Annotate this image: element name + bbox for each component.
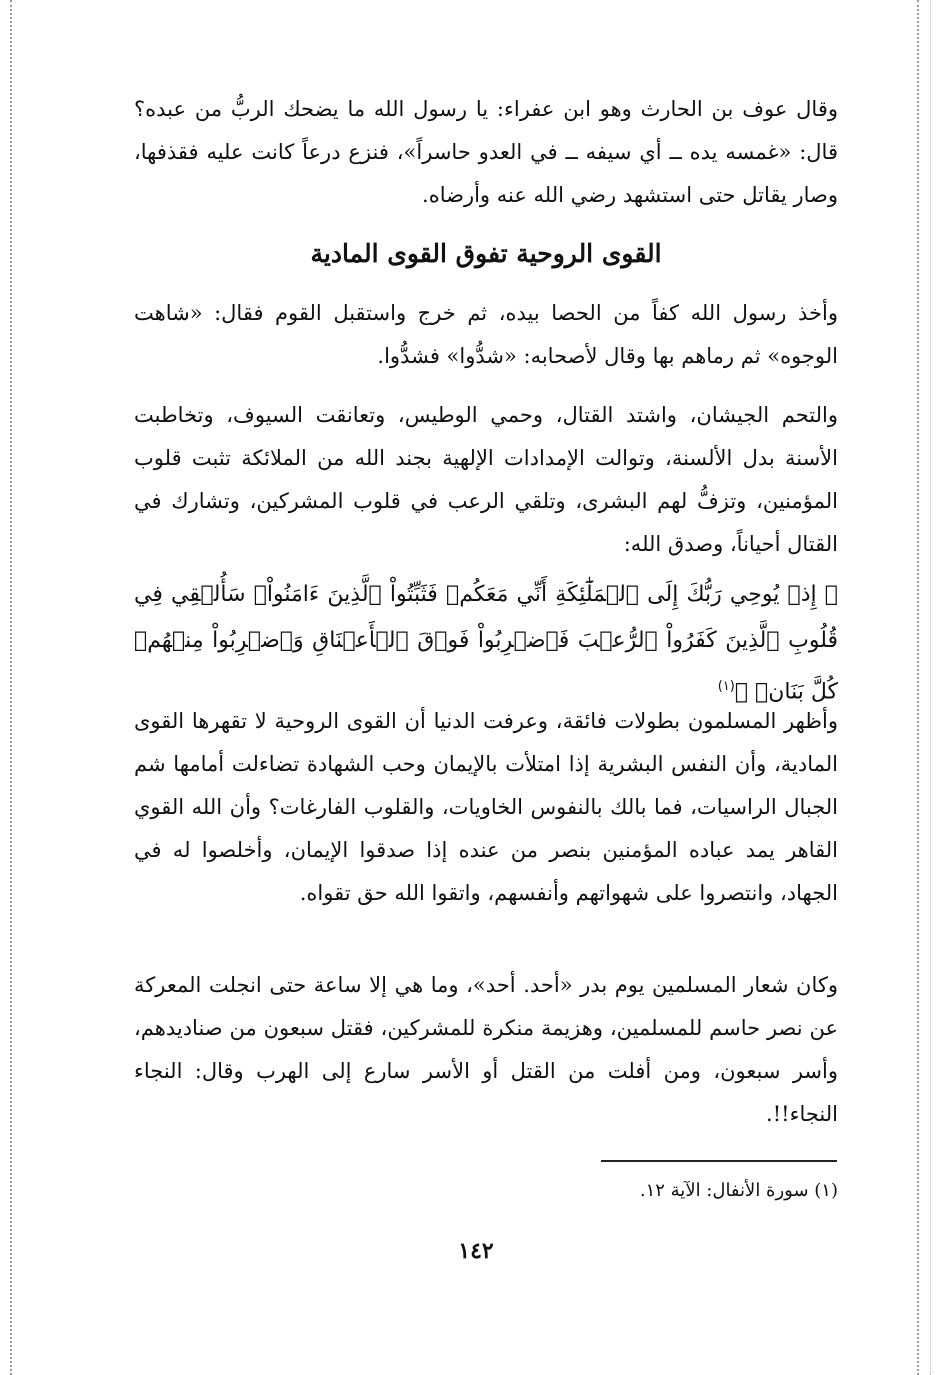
paragraph-muslims-text: وأظهر المسلمون بطولات فائقة، وعرفت الدنيا أن القوى الروحية لا تقهرها القوى المادية، وأن النفس البشرية إذا امتلأت بالإيمان وحب الشهادة تضاءلت أمامها شم الجبال الراسيات، فما بالك بالنفوس الخاويات، والقلوب الفارغات؟ وأن الله القوي القاهر يمد عباده المؤمنين بنصر من عنده إذا صدقوا الإيمان، وأخلصوا له في الجهاد، وانتصروا على شهواتهم وأنفسهم، واتقوا الله حق تقواه. bbox=[134, 709, 838, 905]
paragraph-clash-text: والتحم الجيشان، واشتد القتال، وحمي الوطيس، وتعانقت السيوف، وتخاطبت الأسنة بدل الألسنة، وتوالت الإمدادات الإلهية بجند الله من الملائكة تثبت قلوب المؤمنين، وتزفُّ لهم البشرى، وتلقي الرعب في قلوب المشركين، وتشارك في القتال أحياناً، وصدق الله: bbox=[134, 403, 838, 556]
scan-edge-right bbox=[917, 0, 919, 1375]
scan-edge-left bbox=[10, 0, 12, 1375]
quran-verse-text: ﴿ إِذۡ يُوحِي رَبُّكَ إِلَى ٱلۡمَلَٰٓئِكَةِ أَنِّي مَعَكُمۡ فَثَبِّتُواْ ٱلَّذِينَ ءَامَنُواْۚ سَأُلۡقِي فِي قُلُوبِ ٱلَّذِينَ كَفَرُواْ ٱلرُّعۡبَ فَٱضۡرِبُواْ فَوۡقَ ٱلۡأَعۡنَاقِ وَٱضۡرِبُواْ مِنۡهُمۡ كُلَّ بَنَانٖ ﴾ bbox=[134, 582, 838, 705]
footnote: (١) سورة الأنفال: الآية ١٢. bbox=[639, 1180, 838, 1201]
paragraph-slogan bbox=[134, 964, 838, 1136]
page-number: ١٤٢ bbox=[458, 1238, 494, 1264]
paragraph-clash bbox=[134, 394, 838, 566]
paragraph-muslims bbox=[134, 700, 838, 915]
paragraph-slogan-text: وكان شعار المسلمين يوم بدر «أحد. أحد»، وما هي إلا ساعة حتى انجلت المعركة عن نصر حاسم للمسلمين، وهزيمة منكرة للمشركين، فقتل سبعون من صناديدهم، وأسر سبعون، ومن أفلت من القتل أو الأسر سارع إلى الهرب وقال: النجاء النجاء!!. bbox=[134, 973, 838, 1126]
paragraph-handful bbox=[134, 292, 838, 378]
paragraph-handful-text: وأخذ رسول الله كفاً من الحصا بيده، ثم خرج واستقبل القوم فقال: «شاهت الوجوه» ثم رماهم بها وقال لأصحابه: «شدُّوا» فشدُّوا. bbox=[134, 301, 838, 368]
paragraph-auf bbox=[134, 88, 838, 217]
paragraph-auf-text: وقال عوف بن الحارث وهو ابن عفراء: يا رسول الله ما يضحك الربُّ من عبده؟ قال: «غمسه يده ــ أي سيفه ــ في العدو حاسراً»، فنزع درعاً كانت عليه فقذفها، وصار يقاتل حتى استشهد رضي الله عنه وأرضاه. bbox=[134, 97, 838, 207]
footnote-divider bbox=[601, 1160, 837, 1162]
footnote-reference: (١) bbox=[717, 679, 735, 694]
quran-verse bbox=[134, 572, 838, 715]
scan-edge-right-outer bbox=[930, 0, 931, 1375]
section-heading: القوى الروحية تفوق القوى المادية bbox=[310, 239, 662, 268]
